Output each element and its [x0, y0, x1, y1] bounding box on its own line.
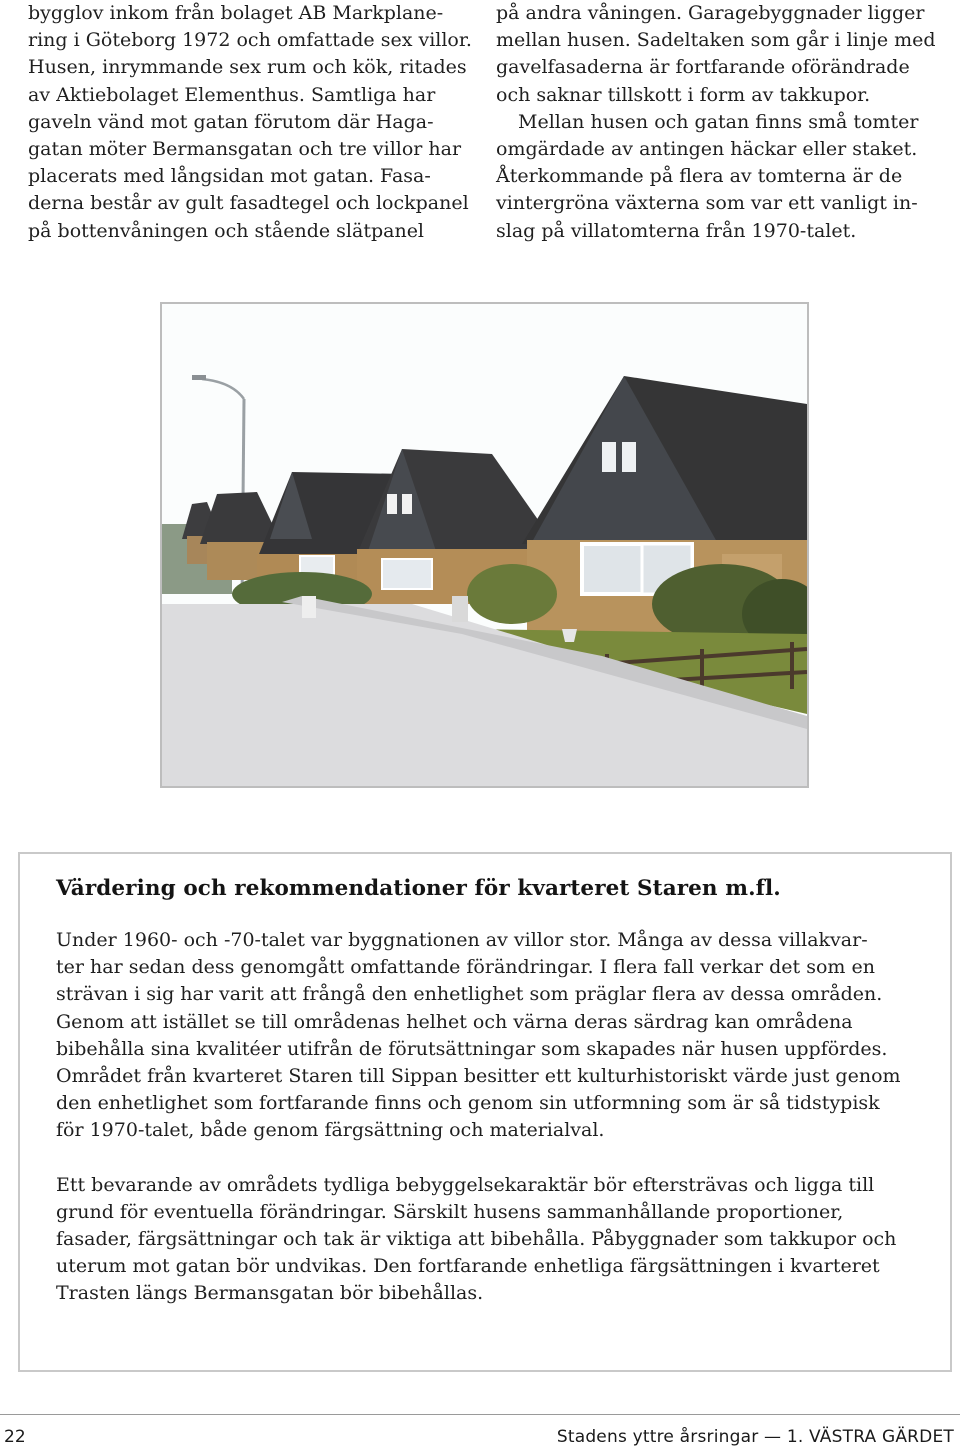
text-line: och saknar tillskott i form av takkupor.: [496, 83, 871, 106]
text-line: på andra våningen. Garagebyggnader ligger: [496, 2, 925, 24]
right-text-column: [496, 0, 940, 245]
text-line: mellan husen. Sadeltaken som går i linje med: [496, 29, 936, 52]
text-line: Genom att istället se till områdenas helhet och värna deras särdrag kan områdena: [56, 1010, 853, 1033]
right-paragraph-2: [496, 109, 940, 245]
text-line: placerats med långsidan mot gatan. Fasa-: [28, 165, 431, 188]
recommendation-paragraph-2: [56, 1172, 916, 1308]
text-line: den enhetlighet som fortfarande finns och genom sin utformning som är så tidstypisk: [56, 1092, 880, 1115]
text-line: uterum mot gatan bör undvikas. Den fortfarande enhetliga färgsättningen i kvarteret: [56, 1255, 880, 1278]
text-line: bibehålla sina kvalitéer utifrån de förutsättningar som skapades när husen uppfördes.: [56, 1037, 888, 1060]
text-line: av Aktiebolaget Elementhus. Samtliga har: [28, 83, 436, 106]
text-line: Mellan husen och gatan finns små tomter: [518, 110, 919, 133]
text-line: gatan möter Bermansgatan och tre villor har: [28, 138, 462, 161]
mailbox: [452, 596, 468, 622]
text-line: omgärdade av antingen häckar eller staket.: [496, 138, 918, 161]
left-paragraph: [28, 0, 476, 245]
text-line: Ett bevarande av områdets tydliga bebyggelsekaraktär bör eftersträvas och ligga till: [56, 1173, 875, 1196]
page-footer: [0, 1414, 960, 1452]
text-line: bygglov inkom från bolaget AB Markplane-: [28, 2, 444, 24]
page-number: 22: [4, 1427, 26, 1447]
text-line: Återkommande på flera av tomterna är de: [496, 165, 903, 188]
left-text-column: [28, 0, 476, 245]
text-line: Trasten längs Bermansgatan bör bibehållas.: [56, 1282, 484, 1305]
recommendation-box: [18, 852, 952, 1372]
text-line: strävan i sig har varit att frångå den enhetlighet som präglar flera av dessa områden.: [56, 983, 883, 1006]
text-line: ring i Göteborg 1972 och omfattade sex villor.: [28, 29, 472, 52]
text-line: slag på villatomterna från 1970-talet.: [496, 219, 857, 242]
text-line: vintergröna växterna som var ett vanligt in-: [496, 192, 918, 215]
hedge: [467, 564, 557, 624]
text-line: fasader, färgsättningar och tak är viktiga att bibehålla. Påbyggnader som takkupor och: [56, 1228, 897, 1251]
text-line: på bottenvåningen och stående slätpanel: [28, 219, 425, 242]
text-line: derna består av gult fasadtegel och lockpanel: [28, 192, 469, 215]
text-line: Området från kvarteret Staren till Sippan besitter ett kulturhistoriskt värde just genom: [56, 1065, 901, 1088]
photo-illustration: [162, 304, 807, 786]
mailbox: [302, 596, 316, 618]
text-line: gaveln vänd mot gatan förutom där Haga-: [28, 110, 434, 133]
recommendation-paragraph-1: [56, 927, 916, 1145]
text-line: för 1970-talet, både genom färgsättning och materialval.: [56, 1119, 605, 1142]
text-line: gavelfasaderna är fortfarande oförändrade: [496, 56, 910, 79]
text-line: Under 1960- och -70-talet var byggnationen av villor stor. Många av dessa villakvar-: [56, 929, 868, 951]
text-line: Husen, inrymmande sex rum och kök, ritades: [28, 56, 467, 79]
recommendation-heading: Värdering och rekommendationer för kvarteret Staren m.fl.: [56, 876, 781, 901]
text-line: grund för eventuella förändringar. Särskilt husens sammanhållande proportioner,: [56, 1200, 844, 1223]
street-houses-photo: [160, 302, 809, 788]
text-line: ter har sedan dess genomgått omfattande förändringar. I flera fall verkar det som en: [56, 956, 875, 979]
right-paragraph-1: [496, 0, 940, 109]
running-title: Stadens yttre årsringar — 1. VÄSTRA GÄRDET: [556, 1427, 954, 1447]
